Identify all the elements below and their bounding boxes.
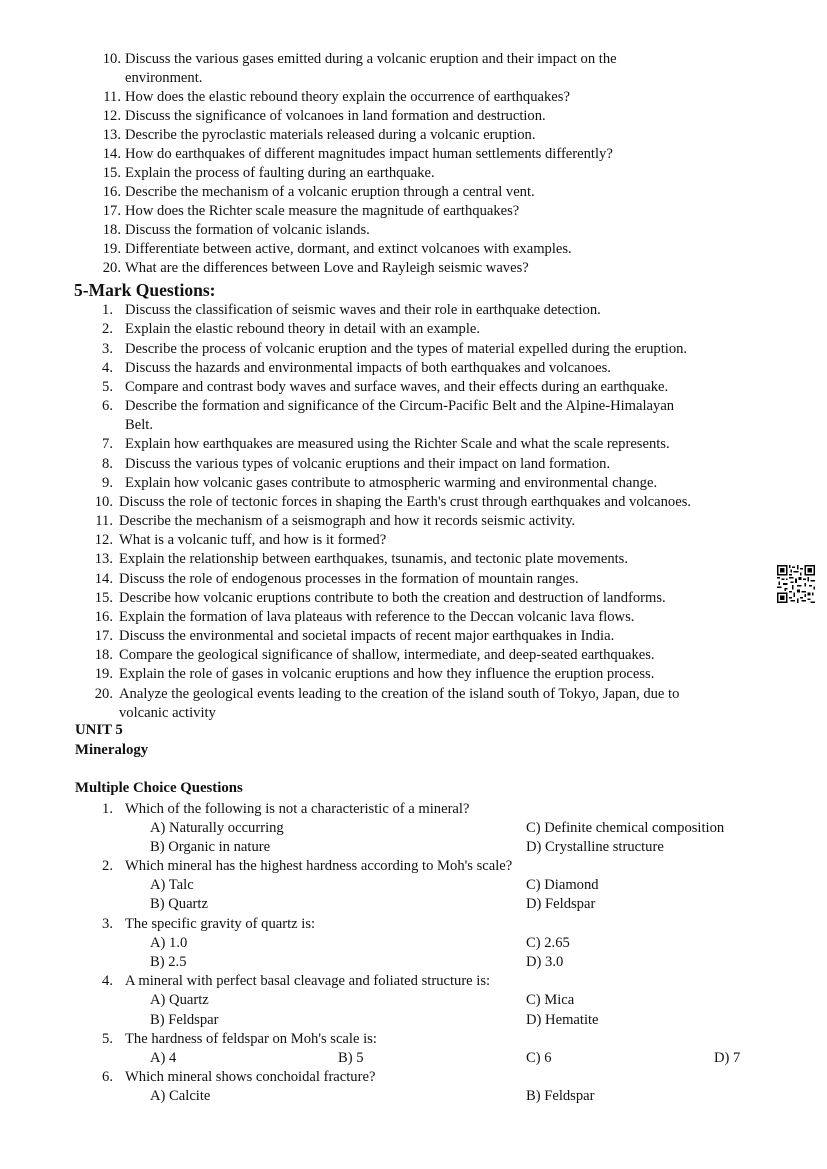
mcq-option: C) 6 xyxy=(526,1050,552,1066)
mcq-option: B) Feldspar xyxy=(526,1088,595,1104)
section-heading-5-mark: 5-Mark Questions: xyxy=(74,280,216,300)
mcq-option: B) Quartz xyxy=(150,896,208,912)
unit-title: UNIT 5 xyxy=(75,722,123,738)
mcq-option: A) 1.0 xyxy=(150,935,188,951)
mcq-option: A) 4 xyxy=(150,1050,177,1066)
mcq-option: D) 3.0 xyxy=(526,954,564,970)
mcq-option: A) Talc xyxy=(150,877,194,893)
mcq-option: D) Hematite xyxy=(526,1012,599,1028)
mcq-option: B) Organic in nature xyxy=(150,839,271,855)
mcq-option: B) 2.5 xyxy=(150,954,187,970)
unit-subject: Mineralogy xyxy=(75,742,149,758)
mcq-option: B) 5 xyxy=(338,1050,364,1066)
mcq-option: C) Diamond xyxy=(526,877,599,893)
mcq-option: C) Definite chemical composition xyxy=(526,820,725,836)
mcq-option: A) Calcite xyxy=(150,1088,211,1104)
mcq-option: C) 2.65 xyxy=(526,935,570,951)
mcq-option: B) Feldspar xyxy=(150,1012,219,1028)
section-heading-mcq: Multiple Choice Questions xyxy=(75,780,243,796)
mcq-option: A) Quartz xyxy=(150,992,209,1008)
mcq-option: D) 7 xyxy=(714,1050,741,1066)
mcq-option: D) Feldspar xyxy=(526,896,596,912)
mcq-option: D) Crystalline structure xyxy=(526,839,664,855)
mcq-option: A) Naturally occurring xyxy=(150,820,284,836)
mcq-option: C) Mica xyxy=(526,992,575,1008)
qr-code-icon xyxy=(777,565,815,603)
